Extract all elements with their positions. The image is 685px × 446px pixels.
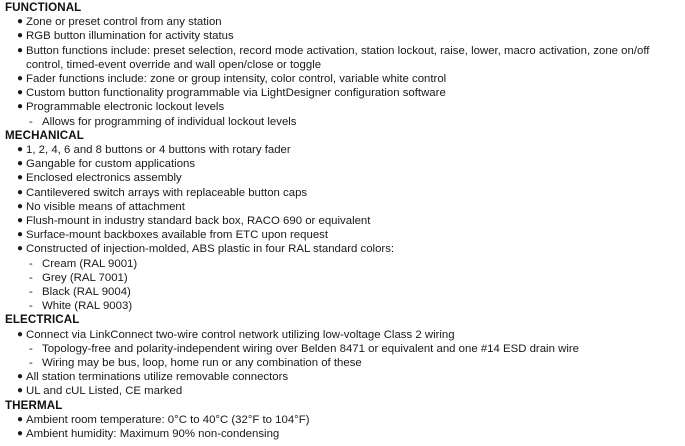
list-item xyxy=(5,328,685,342)
list-item xyxy=(5,100,685,114)
list-item-text: Flush-mount in industry standard back box, RACO 690 or equivalent xyxy=(26,215,371,228)
bullet-list xyxy=(5,143,685,313)
list-item-text: Ambient humidity: Maximum 90% non-condensing xyxy=(26,428,280,441)
sub-list-item xyxy=(5,299,685,313)
list-item xyxy=(5,171,685,185)
list-item-text: Constructed of injection-molded, ABS plastic in four RAL standard colors: xyxy=(26,243,395,256)
section-mechanical xyxy=(5,129,685,314)
sub-list-item-text: Wiring may be bus, loop, home run or any combination of these xyxy=(42,357,362,370)
dash-icon: - xyxy=(29,271,33,284)
sub-list-item xyxy=(5,257,685,271)
list-item xyxy=(5,186,685,200)
list-item-text: UL and cUL Listed, CE marked xyxy=(26,385,183,398)
list-item xyxy=(5,44,685,72)
list-item xyxy=(5,86,685,100)
dash-icon: - xyxy=(29,300,33,313)
list-item xyxy=(5,200,685,214)
sub-list-item-text: Allows for programming of individual lockout levels xyxy=(42,115,297,128)
bullet-icon: ● xyxy=(17,243,24,255)
bullet-icon: ● xyxy=(17,200,24,212)
list-item-text: Ambient room temperature: 0°C to 40°C (32°F to 104°F) xyxy=(26,413,310,426)
list-item-text: Cantilevered switch arrays with replaceable button caps xyxy=(26,186,308,199)
sub-list-item-text: Grey (RAL 7001) xyxy=(42,271,128,284)
list-item-text: 1, 2, 4, 6 and 8 buttons or 4 buttons with rotary fader xyxy=(26,144,291,157)
list-item xyxy=(5,15,685,29)
sub-list-item xyxy=(5,271,685,285)
sub-list-item-text: Topology-free and polarity-independent wiring over Belden 8471 or equivalent and one #14 ESD drain wire xyxy=(42,342,579,355)
bullet-icon: ● xyxy=(17,328,24,340)
bullet-icon: ● xyxy=(17,229,24,241)
list-item xyxy=(5,370,685,384)
bullet-icon: ● xyxy=(17,186,24,198)
list-item-text: Fader functions include: zone or group intensity, color control, variable white control xyxy=(26,73,447,86)
section-thermal xyxy=(5,399,685,442)
sub-list-item-text: White (RAL 9003) xyxy=(42,300,133,313)
list-item-text: Programmable electronic lockout levels xyxy=(26,101,225,114)
list-item xyxy=(5,427,685,441)
section-heading: ELECTRICAL xyxy=(5,313,80,327)
bullet-list xyxy=(5,328,685,399)
list-item-text: RGB button illumination for activity status xyxy=(26,30,234,43)
section-heading: MECHANICAL xyxy=(5,128,84,142)
sub-list-item xyxy=(5,115,685,129)
list-item-text: Enclosed electronics assembly xyxy=(26,172,182,185)
bullet-list xyxy=(5,413,685,441)
section-electrical xyxy=(5,313,685,398)
list-item xyxy=(5,29,685,43)
bullet-icon: ● xyxy=(17,371,24,383)
list-item-text: Custom button functionality programmable via LightDesigner configuration software xyxy=(26,87,446,100)
bullet-icon: ● xyxy=(17,158,24,170)
list-item xyxy=(5,157,685,171)
bullet-icon: ● xyxy=(17,16,24,28)
list-item-text: No visible means of attachment xyxy=(26,200,185,213)
bullet-icon: ● xyxy=(17,413,24,425)
list-item xyxy=(5,72,685,86)
section-heading: FUNCTIONAL xyxy=(5,1,82,14)
list-item-text: Gangable for custom applications xyxy=(26,158,196,171)
list-item xyxy=(5,214,685,228)
list-item xyxy=(5,143,685,157)
list-item-text: Surface-mount backboxes available from ETC upon request xyxy=(26,229,329,242)
sub-list-item-text: Cream (RAL 9001) xyxy=(42,257,138,270)
bullet-icon: ● xyxy=(17,144,24,156)
list-item xyxy=(5,384,685,398)
section-functional xyxy=(5,1,685,129)
sub-list-item xyxy=(5,356,685,370)
bullet-icon: ● xyxy=(17,215,24,227)
bullet-icon: ● xyxy=(17,30,24,42)
section-heading: THERMAL xyxy=(5,398,63,412)
list-item xyxy=(5,228,685,242)
bullet-icon: ● xyxy=(17,385,24,397)
bullet-icon: ● xyxy=(17,101,24,113)
dash-icon: - xyxy=(29,115,33,128)
bullet-icon: ● xyxy=(17,87,24,99)
dash-icon: - xyxy=(29,342,33,355)
list-item-text: Zone or preset control from any station xyxy=(26,16,222,29)
list-item xyxy=(5,413,685,427)
dash-icon: - xyxy=(29,286,33,299)
list-item-text: Connect via LinkConnect two-wire control network utilizing low-voltage Class 2 wiring xyxy=(26,328,455,341)
sub-list-item xyxy=(5,342,685,356)
dash-icon: - xyxy=(29,357,33,370)
bullet-icon: ● xyxy=(17,172,24,184)
bullet-icon: ● xyxy=(17,44,24,56)
bullet-list xyxy=(5,15,685,129)
bullet-icon: ● xyxy=(17,73,24,85)
list-item-text: All station terminations utilize removable connectors xyxy=(26,371,289,384)
sub-list-item-text: Black (RAL 9004) xyxy=(42,286,131,299)
bullet-icon: ● xyxy=(17,428,24,440)
list-item xyxy=(5,242,685,256)
sub-list-item xyxy=(5,285,685,299)
dash-icon: - xyxy=(29,257,33,270)
list-item-text: Button functions include: preset selection, record mode activation, station lockout, raise, lower, macro activation, zone on/off control, timed-event override and wall open/close or toggle xyxy=(26,44,650,71)
